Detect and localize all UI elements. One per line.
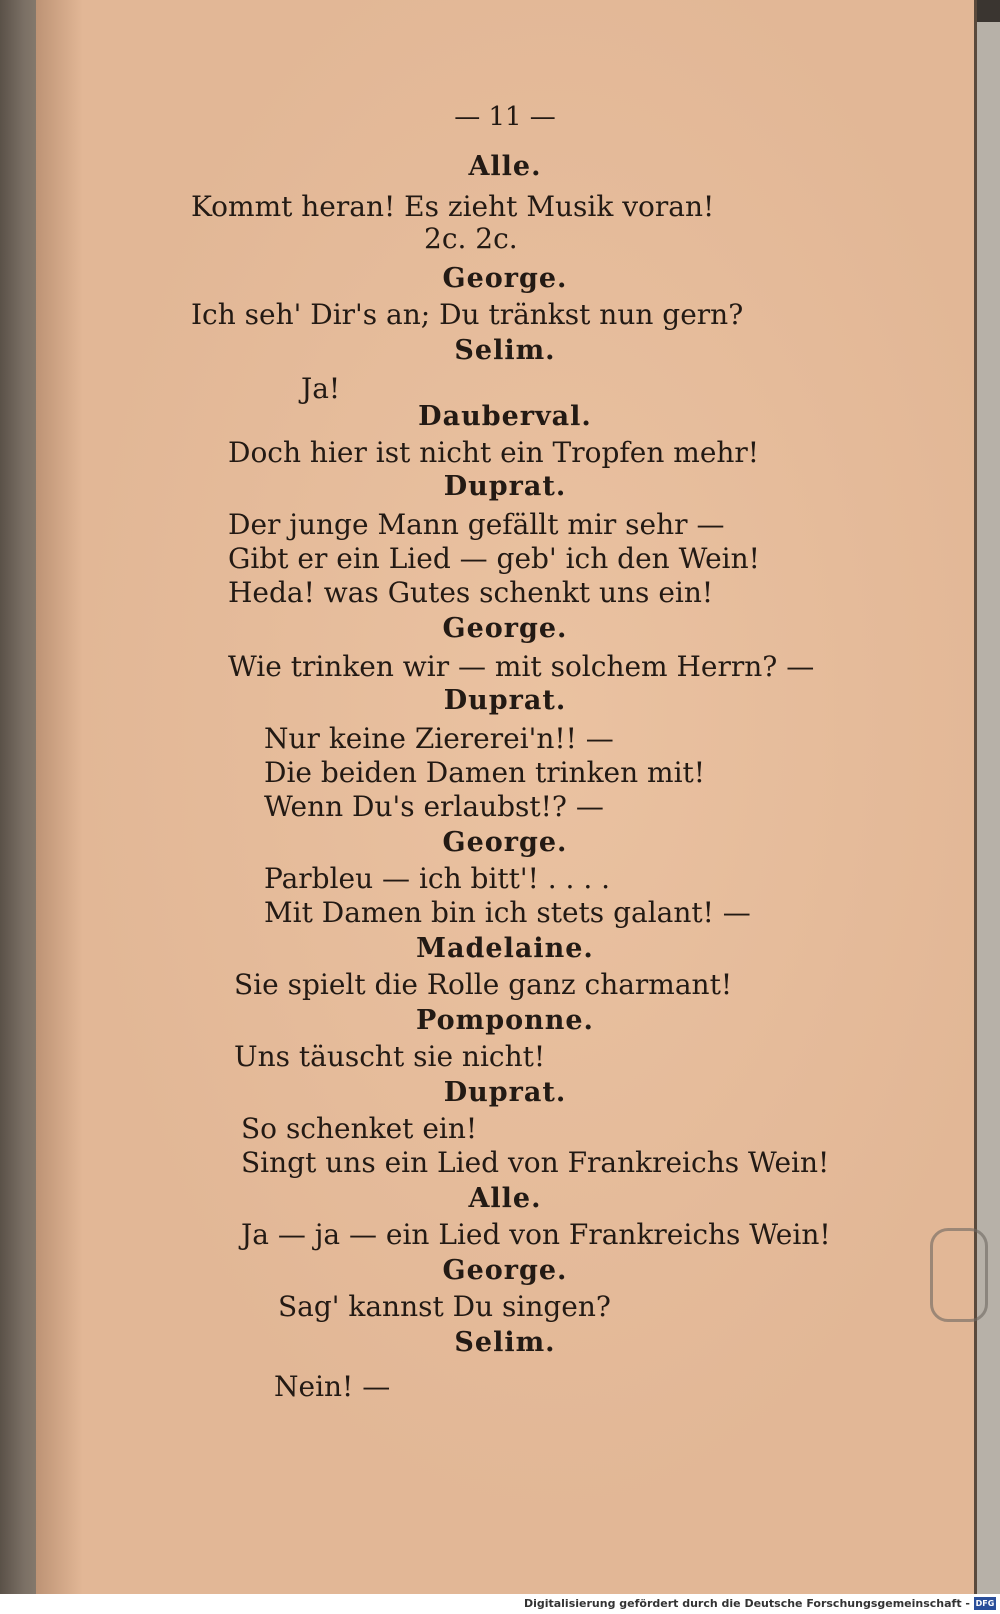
verse-line: Sag' kannst Du singen?: [278, 1290, 611, 1323]
speaker-name: Pomponne.: [416, 1005, 594, 1036]
speaker-name: George.: [442, 613, 568, 644]
verse-line: Uns täuscht sie nicht!: [234, 1040, 546, 1073]
verse-line: Ich seh' Dir's an; Du tränkst nun gern?: [191, 298, 744, 331]
verse-line: Parbleu — ich bitt'! . . . .: [264, 862, 611, 895]
book-page: [36, 0, 977, 1594]
digitization-footer: [0, 1594, 1000, 1614]
verse-line: Gibt er ein Lied — geb' ich den Wein!: [228, 542, 760, 575]
verse-line: So schenket ein!: [241, 1112, 478, 1145]
speaker-name: Duprat.: [443, 685, 567, 716]
speaker-name: George.: [442, 1255, 568, 1286]
verse-line: Der junge Mann gefällt mir sehr —: [228, 508, 725, 541]
verse-line: 2c. 2c.: [424, 222, 518, 255]
speaker-name: Duprat.: [443, 1077, 567, 1108]
page-number: — 11 —: [454, 102, 556, 132]
speaker-name: Selim.: [454, 1327, 556, 1358]
speaker-name: Alle.: [468, 1183, 542, 1214]
verse-line: Heda! was Gutes schenkt uns ein!: [228, 576, 714, 609]
speaker-name: George.: [442, 827, 568, 858]
speaker-name: George.: [442, 263, 568, 294]
footer-credit: Digitalisierung gefördert durch die Deutsche Forschungsgemeinschaft -: [523, 1597, 970, 1610]
speaker-name: Duprat.: [443, 471, 567, 502]
speaker-name: Madelaine.: [416, 933, 594, 964]
verse-line: Die beiden Damen trinken mit!: [264, 756, 706, 789]
verse-line: Sie spielt die Rolle ganz charmant!: [234, 968, 733, 1001]
verse-line: Nur keine Ziererei'n!! —: [264, 722, 614, 755]
verse-line: Nein! —: [274, 1370, 391, 1403]
speaker-name: Selim.: [454, 335, 556, 366]
verse-line: Singt uns ein Lied von Frankreichs Wein!: [241, 1146, 830, 1179]
speaker-name: Dauberval.: [418, 401, 592, 432]
verse-line: Wie trinken wir — mit solchem Herrn? —: [228, 650, 815, 683]
verse-line: Wenn Du's erlaubst!? —: [264, 790, 604, 823]
verse-line: Ja — ja — ein Lied von Frankreichs Wein!: [241, 1218, 831, 1251]
verse-line: Doch hier ist nicht ein Tropfen mehr!: [228, 436, 760, 469]
page-clip-shadow: [930, 1228, 988, 1322]
verse-line: Kommt heran! Es zieht Musik voran!: [191, 190, 715, 223]
verse-line: Mit Damen bin ich stets galant! —: [264, 896, 751, 929]
verse-line: Ja!: [301, 372, 341, 405]
dfg-logo-icon: DFG: [975, 1599, 995, 1608]
speaker-name: Alle.: [468, 151, 542, 182]
